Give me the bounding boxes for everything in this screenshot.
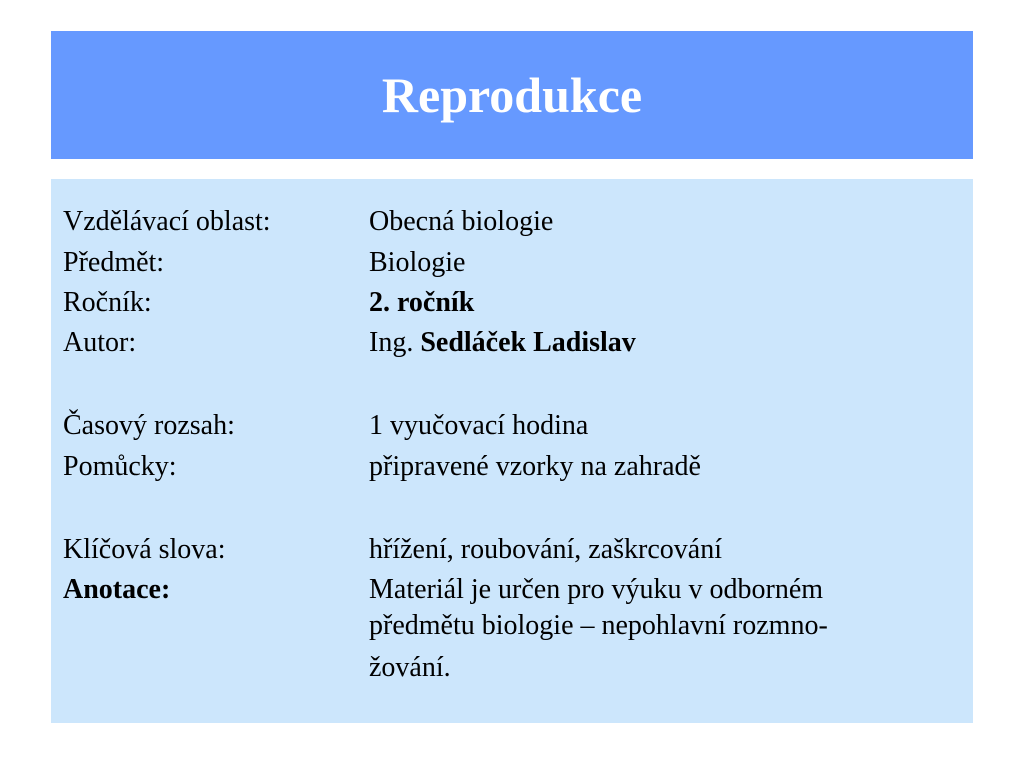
- subject-label: Předmět:: [63, 247, 165, 278]
- author-name: Sedláček Ladislav: [420, 327, 636, 358]
- grade-value: 2. ročník: [369, 287, 475, 318]
- annotation-label: Anotace:: [63, 574, 171, 605]
- grade-label: Ročník:: [63, 287, 152, 318]
- author-label: Autor:: [63, 327, 137, 358]
- time-scope-value: 1 vyučovací hodina: [369, 410, 589, 441]
- author-value-wrapper: [369, 325, 636, 361]
- subject-value: Biologie: [369, 247, 466, 278]
- author-title-prefix: Ing.: [369, 327, 414, 358]
- annotation-line: Materiál je určen pro výuku v odborném: [369, 574, 824, 605]
- title-banner: [51, 31, 973, 159]
- educational-area-label: Vzdělávací oblast:: [63, 206, 271, 237]
- time-scope-label: Časový rozsah:: [63, 410, 235, 441]
- educational-area-value: Obecná biologie: [369, 206, 554, 237]
- keywords-value: hřížení, roubování, zaškrcování: [369, 534, 722, 565]
- annotation-text: [369, 572, 949, 686]
- annotation-line: žování.: [369, 652, 451, 683]
- annotation-line: předmětu biologie – nepohlavní rozmno-: [369, 610, 828, 641]
- info-panel: [51, 179, 973, 723]
- keywords-label: Klíčová slova:: [63, 534, 226, 565]
- teaching-aids-label: Pomůcky:: [63, 451, 177, 482]
- teaching-aids-value: připravené vzorky na zahradě: [369, 451, 701, 482]
- slide-title: Reprodukce: [381, 67, 643, 123]
